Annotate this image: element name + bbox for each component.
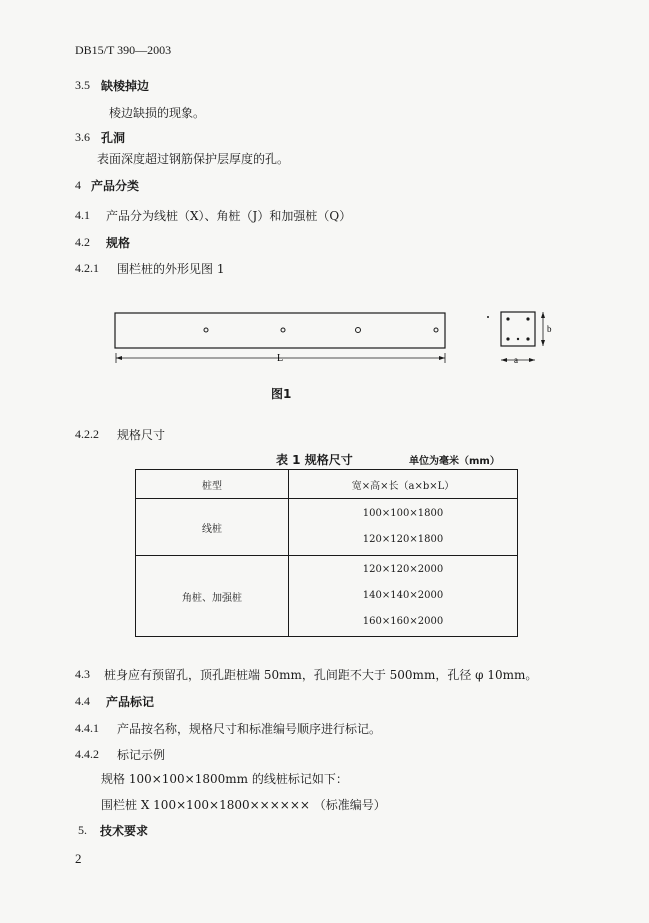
- section-title: 产品分类: [91, 179, 140, 193]
- section-number: 4: [75, 178, 81, 192]
- dims-value: 120×120×2000: [362, 564, 444, 575]
- page-number: 2: [75, 851, 82, 866]
- section-text: 桩身应有预留孔，顶孔距桩端 50mm，孔间距不大于 500mm，孔径 φ 10mm。: [104, 668, 538, 682]
- section-body: 表面深度超过钢筋保护层厚度的孔。: [97, 152, 290, 166]
- spec-table: [135, 469, 518, 637]
- example-line: 围栏桩 X 100×100×1800×××××× （标准编号）: [101, 798, 386, 812]
- section-number: 4.4.2: [75, 747, 99, 761]
- table-header: 宽×高×长（a×b×L）: [289, 470, 518, 499]
- reserved-hole: [204, 328, 208, 332]
- width-label: a: [514, 355, 518, 365]
- table-unit: 单位为毫米（mm）: [409, 456, 500, 467]
- table-row: [136, 499, 518, 556]
- section-number: 4.2: [75, 235, 90, 249]
- pile-type-cell: 角桩、加强桩: [136, 556, 289, 637]
- table-header: 桩型: [136, 470, 289, 499]
- dims-value: 160×160×2000: [362, 616, 444, 627]
- reserved-hole: [434, 328, 438, 332]
- section-number: 4.1: [75, 208, 90, 222]
- section-title: 缺棱掉边: [101, 79, 150, 93]
- section-body: 棱边缺损的现象。: [109, 106, 206, 120]
- length-label: L: [276, 353, 284, 364]
- section-number: 4.4.1: [75, 721, 99, 735]
- dims-value: 120×120×1800: [362, 534, 444, 545]
- section-title: 孔洞: [101, 131, 126, 145]
- document-code: DB15/T 390—2003: [75, 43, 172, 57]
- dims-value: 100×100×1800: [362, 508, 444, 519]
- section-number: 4.2.2: [75, 427, 99, 441]
- section-number: 5.: [78, 823, 87, 837]
- pile-figure: [110, 305, 560, 375]
- table-header-row: [136, 470, 518, 499]
- example-line: 规格 100×100×1800mm 的线桩标记如下：: [101, 772, 348, 786]
- section-number: 3.5: [75, 78, 90, 92]
- height-label: b: [547, 324, 552, 334]
- section-number: 4.2.1: [75, 261, 99, 275]
- reserved-hole: [281, 328, 285, 332]
- dims-cell: [289, 556, 518, 637]
- table-row: [136, 556, 518, 637]
- pile-cross-section: [501, 312, 535, 346]
- reserved-hole: [356, 328, 361, 333]
- figure-caption: 图1: [271, 387, 292, 401]
- pile-type-cell: 线桩: [136, 499, 289, 556]
- section-number: 3.6: [75, 130, 90, 144]
- section-text: 围栏桩的外形见图 1: [117, 262, 225, 276]
- section-title: 规格: [106, 236, 131, 250]
- dims-value: 140×140×2000: [362, 590, 444, 601]
- table-title: 表 1 规格尺寸: [276, 453, 353, 467]
- pile-side-view: [115, 313, 445, 348]
- section-text: 产品按名称，规格尺寸和标准编号顺序进行标记。: [117, 722, 382, 736]
- section-title: 技术要求: [100, 824, 149, 838]
- section-number: 4.3: [75, 667, 90, 681]
- section-text: 产品分为线桩（X）、角桩（J）和加强桩（Q）: [106, 209, 352, 223]
- dims-cell: [289, 499, 518, 556]
- section-title: 产品标记: [106, 695, 155, 709]
- section-text: 规格尺寸: [117, 428, 166, 442]
- section-number: 4.4: [75, 694, 90, 708]
- section-title: 标记示例: [117, 748, 166, 762]
